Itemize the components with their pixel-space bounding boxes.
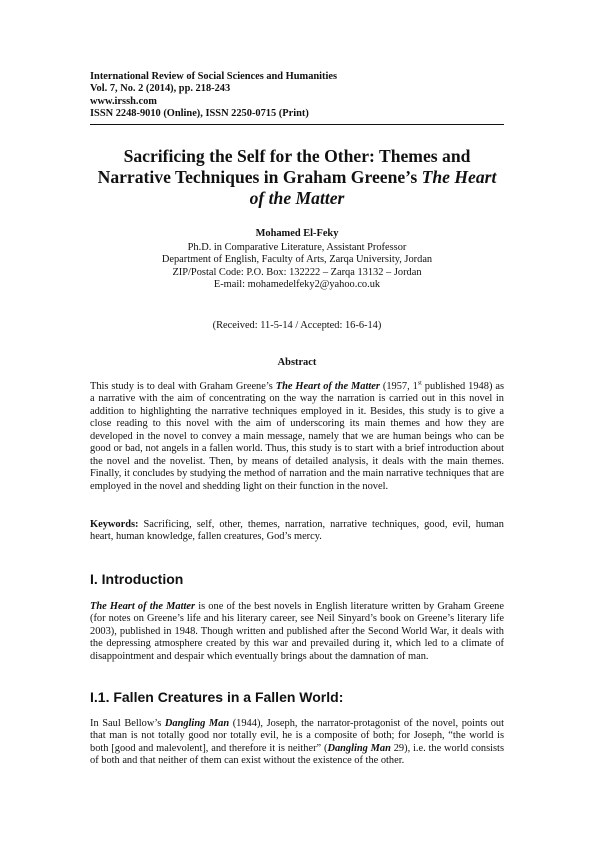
title-text: Sacrificing the Self for the Other: Themes and Narrative Techniques in Graham Greene’s [97, 146, 471, 187]
keywords-text: Sacrificing, self, other, themes, narration, narrative techniques, good, evil, human heart, human knowledge, fallen creatures, God’s mercy. [90, 519, 504, 543]
abstract-text-3: published 1948) as a narrative with the aim of concentrating on the way the narration is carried out in this novel in addition to highlighting the narrative techniques employed in it. Besides, this study is to give a close reading to this novel with the aim of underscoring its main themes and how they are developed in the novel to convey a main message, namely that we are human beings who can be good or bad, not angels in a fallen world. Thus, this study is to start with a brief introduction about the novel and the novelist. Then, by means of detailed analysis, it deals with the main themes. Finally, it concludes by studying the method of narration and the main narrative techniques that are employed in the novel and shedding light on their function in the novel. [90, 381, 505, 492]
header-rule [90, 124, 504, 125]
title-italic: The Heart of the Matter [249, 167, 497, 208]
author-name: Mohamed El-Feky [255, 228, 339, 239]
keywords [90, 519, 504, 544]
abstract-work-title: The Heart of the Matter [275, 381, 380, 392]
author-address: ZIP/Postal Code: P.O. Box: 132222 – Zarqa 13132 – Jordan [172, 266, 422, 278]
section-heading-introduction: I. Introduction [90, 571, 184, 587]
received-dates: (Received: 11-5-14 / Accepted: 16-6-14) [212, 320, 382, 331]
paper-title [90, 146, 504, 209]
volume-info: Vol. 7, No. 2 (2014), pp. 218-243 [90, 83, 231, 95]
author-position: Ph.D. in Comparative Literature, Assistant Professor [187, 241, 407, 253]
journal-website: www.irssh.com [90, 95, 157, 107]
keywords-label: Keywords: [90, 519, 139, 530]
abstract-body [90, 381, 504, 493]
abstract-text-1: This study is to deal with Graham Greene’s [90, 381, 276, 392]
fc-text-2: (1944), Joseph, the narrator-protagonist of the novel, points out that man is not totally good nor totally evil, he is a composite of both; for Joseph, “the world is both [good and malevolent], and therefore it is neither” ( [90, 718, 504, 754]
fallen-creatures-paragraph [90, 718, 504, 768]
author-department: Department of English, Faculty of Arts, Zarqa University, Jordan [161, 254, 433, 266]
issn-info: ISSN 2248-9010 (Online), ISSN 2250-0715 (Print) [90, 108, 309, 120]
journal-header [90, 71, 504, 121]
fc-work-title-1: Dangling Man [164, 718, 230, 729]
section-heading-fallen-creatures: I.1. Fallen Creatures in a Fallen World: [90, 689, 344, 705]
fc-work-title-2: Dangling Man [327, 742, 391, 754]
intro-work-title: The Heart of the Matter [90, 601, 196, 612]
abstract-superscript: st [417, 380, 422, 387]
journal-name: International Review of Social Sciences and Humanities [90, 71, 338, 82]
abstract-text-2: (1957, 1 [379, 381, 418, 392]
intro-text: is one of the best novels in English literature written by Graham Greene (for notes on Greene’s life and his literary career, see Neil Sinyard’s book on Greene’s literary life 2003), published in 1948. Though written and published after the Second World War, it deals with the depressing atmosphere created by this war and prevailed during it, which led to a climate of disappointment and despair which eventually brings about the damnation of man. [90, 601, 504, 662]
abstract-heading: Abstract [277, 357, 317, 368]
fc-text-3: 29), i.e. the world consists of both and that neither of them can exist without the existence of the other. [90, 742, 504, 767]
author-block [90, 228, 504, 292]
introduction-paragraph [90, 601, 504, 663]
fc-text-1: In Saul Bellow’s [90, 718, 165, 729]
author-email: E-mail: mohamedelfeky2@yahoo.co.uk [213, 279, 381, 291]
